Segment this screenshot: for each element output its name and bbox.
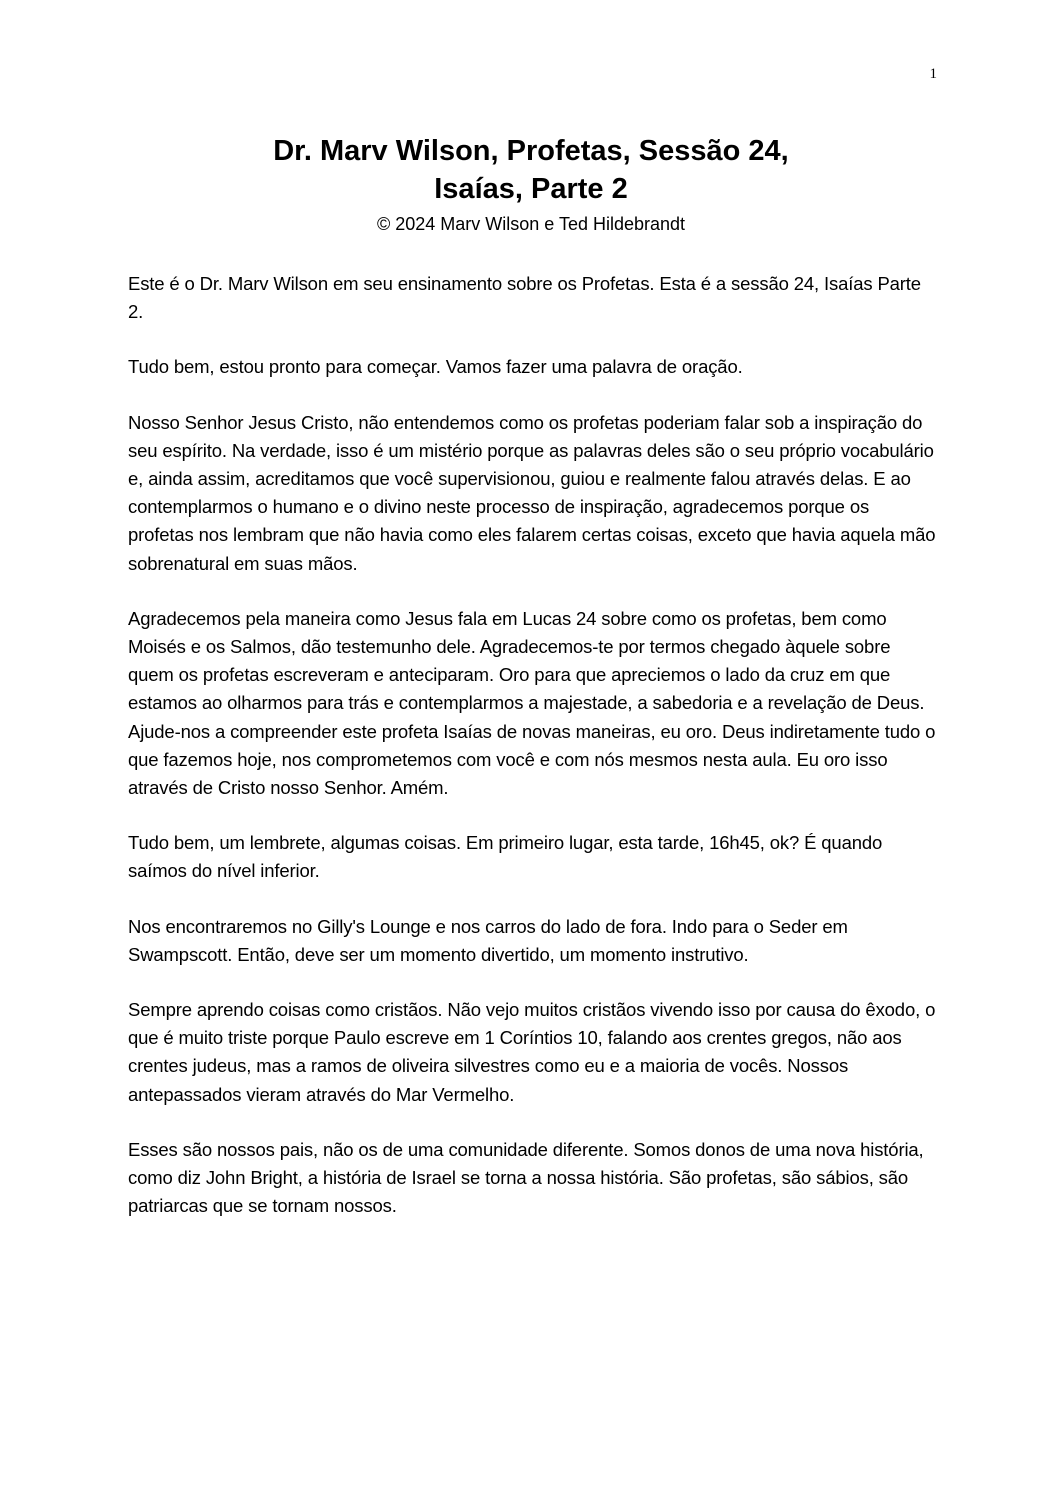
paragraph-prayer-2: Agradecemos pela maneira como Jesus fala em Lucas 24 sobre como os profetas, bem como Moisés e os Salmos, dão testemunho dele. Agradecemos-te por termos chegado àquele sobre quem os profetas escreveram e anteciparam. Oro para que apreciemos o lado da cruz em que estamos ao olharmos para trás e contemplarmos a majestade, a sabedoria e a revelação de Deus. Ajude-nos a compreender este profeta Isaías de novas maneiras, eu oro. Deus indiretamente tudo o que fazemos hoje, nos comprometemos com você e com nós mesmos nesta aula. Eu oro isso através de Cristo nosso Senhor. Amém. xyxy=(128,607,936,799)
paragraph-history: Esses são nossos pais, não os de uma comunidade diferente. Somos donos de uma nova história, como diz John Bright, a história de Israel se torna a nossa história. São profetas, são sábios, são patriarcas que se tornam nossos. xyxy=(128,1138,924,1217)
document-header xyxy=(128,132,934,236)
page-number: 1 xyxy=(929,66,937,82)
paragraph-intro: Este é o Dr. Marv Wilson em seu ensinamento sobre os Profetas. Esta é a sessão 24, Isaías Parte 2. xyxy=(128,273,921,323)
document-title-line-2: Isaías, Parte 2 xyxy=(434,173,628,205)
paragraph-exodus: Sempre aprendo coisas como cristãos. Não vejo muitos cristãos vivendo isso por causa do êxodo, o que é muito triste porque Paulo escreve em 1 Coríntios 10, falando aos crentes gregos, não aos crentes judeus, mas a ramos de oliveira silvestres como eu e a maioria de vocês. Nossos antepassados vieram através do Mar Vermelho. xyxy=(128,999,936,1105)
paragraph-prayer-start: Tudo bem, estou pronto para começar. Vamos fazer uma palavra de oração. xyxy=(128,356,743,378)
transcript-body xyxy=(128,270,936,1247)
document-title-line-1: Dr. Marv Wilson, Profetas, Sessão 24, xyxy=(273,135,789,167)
paragraph-seder: Nos encontraremos no Gilly's Lounge e nos carros do lado de fora. Indo para o Seder em Swampscott. Então, deve ser um momento divertido, um momento instrutivo. xyxy=(128,915,848,965)
copyright-notice: © 2024 Marv Wilson e Ted Hildebrandt xyxy=(376,214,686,234)
paragraph-prayer-1: Nosso Senhor Jesus Cristo, não entendemos como os profetas poderiam falar sob a inspiração do seu espírito. Na verdade, isso é um mistério porque as palavras deles são o seu próprio vocabulário e, ainda assim, acreditamos que você supervisionou, guiou e realmente falou através delas. E ao contemplarmos o humano e o divino neste processo de inspiração, agradecemos porque os profetas nos lembram que não havia como eles falarem certas coisas, exceto que havia aquela mão sobrenatural em suas mãos. xyxy=(128,411,936,574)
paragraph-reminder: Tudo bem, um lembrete, algumas coisas. Em primeiro lugar, esta tarde, 16h45, ok? É quando saímos do nível inferior. xyxy=(128,832,883,882)
